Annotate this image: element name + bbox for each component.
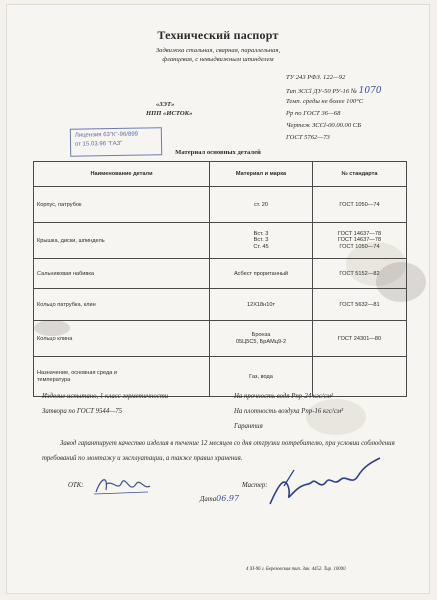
part-name: Кольцо патрубка, клин (34, 289, 210, 321)
stain (306, 399, 366, 435)
part-material: Вст. 3 Вст. 3 Ст. 45 (210, 223, 313, 259)
test-strength: На прочность водя Рпр-24 кгс/см² (234, 393, 334, 400)
part-material: ст. 20 (210, 187, 313, 223)
table-header-cell: № стандарта (313, 162, 407, 187)
spec-type (286, 86, 382, 96)
spec-tu: ТУ 243 РФЗ. 122—92 (286, 74, 346, 81)
part-standard: ГОСТ 24301—80 (313, 321, 407, 357)
test-class: Изделие испытано, 1 класс герметичности (42, 393, 169, 400)
product-subtitle-line1: Задвижка стальная, сварная, параллельная, (155, 47, 281, 54)
master-signature (264, 456, 384, 510)
part-material: Асбест проританный (210, 259, 313, 289)
spec-pressure: Рр по ГОСТ 36—68 (286, 110, 341, 117)
test-density: На плотность воздуха Рпр-16 кгс/см² (234, 408, 344, 415)
part-name: Назначение, основная среда и температура (34, 357, 210, 397)
table-header-row (34, 162, 407, 187)
part-name: Кольцо клина (34, 321, 210, 357)
product-subtitle-line2: фланцевая, с невыдвижным шпинделем (162, 56, 274, 63)
org-name: НПП «ИСТОК» (146, 110, 193, 117)
spec-type-label: Тип ЗССl ДУ-50 РУ-16 № (286, 88, 358, 95)
table-row (34, 223, 407, 259)
date-handwritten: 06.97 (216, 494, 240, 503)
page-title: Технический паспорт (157, 28, 279, 42)
part-standard: ГОСТ 14637—78 ГОСТ 14637—78 ГОСТ 1050—74 (313, 223, 407, 259)
org-short: «ЗЭТ» (156, 101, 175, 108)
table-row (34, 289, 407, 321)
table-row (34, 259, 407, 289)
passport-page (6, 4, 430, 594)
materials-table (33, 161, 407, 397)
part-name: Сальниковая набивка (34, 259, 210, 289)
otk-label: ОТК: (68, 482, 84, 489)
table-header-cell: Наименование детали (34, 162, 210, 187)
part-standard: ГОСТ 1050—74 (313, 187, 407, 223)
table-header-cell: Материал и марка (210, 162, 313, 187)
part-name: Крышка, диски, шпиндель (34, 223, 210, 259)
part-standard: ГОСТ 5152—82 (313, 259, 407, 289)
test-gost: Затвора по ГОСТ 9544—75 (42, 408, 123, 415)
table-row (34, 187, 407, 223)
part-material: Бронза 05Ц5С5, БрАМц9-2 (210, 321, 313, 357)
spec-temp: Темп. среды не более 100°С (286, 98, 364, 105)
part-standard: ГОСТ 5632—81 (313, 289, 407, 321)
part-standard (313, 357, 407, 397)
date-field (200, 494, 239, 503)
serial-number-handwritten: 1070 (358, 86, 382, 96)
guarantee-heading: Гарантия (234, 423, 263, 430)
table-row (34, 357, 407, 397)
date-label: Дата (200, 496, 217, 503)
otk-signature (92, 472, 152, 500)
table-row (34, 321, 407, 357)
table-caption: Материал основных деталей (175, 149, 261, 156)
part-name: Корпус, патрубок (34, 187, 210, 223)
stamp-line2: от 15.03.96 "ГАЗ" (74, 140, 123, 148)
spec-drawing: Чертеж ЗССl-00.00.00 СБ (286, 122, 362, 129)
spec-gost: ГОСТ 5762—73 (286, 134, 330, 141)
master-label: Мастер: (242, 482, 268, 489)
print-info: 4 XI-96 г. Березовская тип. Зак. 4452. Тир. 10000 (246, 567, 346, 572)
part-material: Газ, вода (210, 357, 313, 397)
guarantee-text: Завод гарантирует качество изделия в течение 12 месяцев со дня отгрузки потребителю, при условии соблюдения требований по монтажу и эксплуатации, а также правил хранения. (42, 440, 395, 462)
stamp-line1: Лицензия 63"К"-96/899 (74, 131, 139, 139)
part-material: 12Х18н10т (210, 289, 313, 321)
